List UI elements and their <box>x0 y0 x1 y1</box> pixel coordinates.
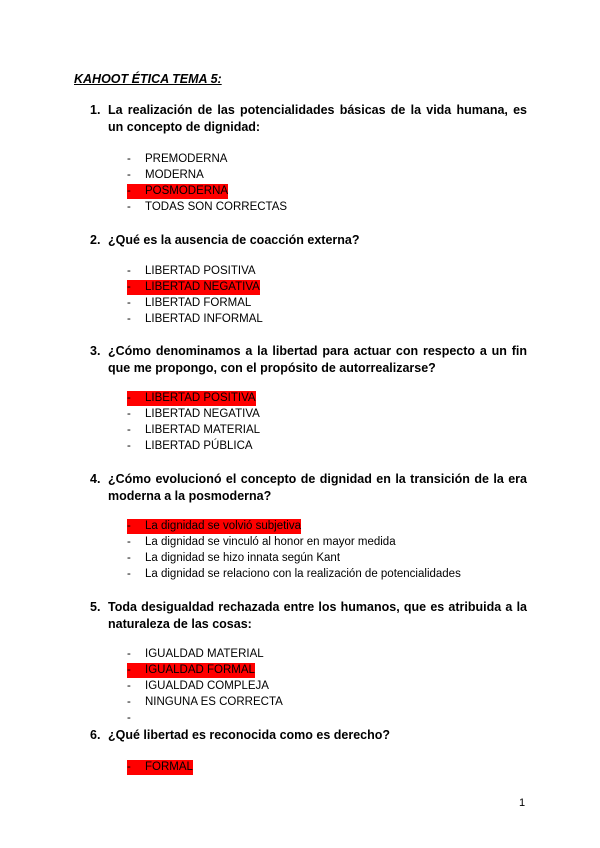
question-number: 3. <box>90 344 101 358</box>
list-bullet: - <box>127 424 131 436</box>
option-label: LIBERTAD FORMAL <box>145 297 252 309</box>
document-title: KAHOOT ÉTICA TEMA 5: <box>74 72 222 86</box>
option-label: TODAS SON CORRECTAS <box>145 201 288 213</box>
answer-option <box>127 695 283 710</box>
list-bullet: - <box>127 281 131 293</box>
question-number: 6. <box>90 728 101 742</box>
list-bullet: - <box>127 680 131 692</box>
answer-option <box>127 679 269 694</box>
option-label: La dignidad se vinculó al honor en mayor medida <box>145 536 396 548</box>
answer-option <box>127 407 260 422</box>
answer-option <box>127 152 227 167</box>
list-bullet: - <box>127 265 131 277</box>
option-label: POSMODERNA <box>145 185 229 197</box>
list-bullet: - <box>127 392 131 404</box>
option-label: La dignidad se volvió subjetiva <box>145 520 301 532</box>
list-bullet: - <box>127 664 131 676</box>
answer-option <box>127 567 461 582</box>
option-label: MODERNA <box>145 169 204 181</box>
page-number: 1 <box>519 797 526 809</box>
answer-option <box>127 200 287 215</box>
question-number: 4. <box>90 472 101 486</box>
option-label: LIBERTAD NEGATIVA <box>145 408 260 420</box>
question-number: 1. <box>90 103 101 117</box>
list-bullet: - <box>127 313 131 325</box>
answer-option <box>127 312 263 327</box>
list-bullet: - <box>127 297 131 309</box>
question-5 <box>90 599 527 633</box>
list-bullet: - <box>127 648 131 660</box>
question-2 <box>90 232 527 249</box>
option-label: NINGUNA ES CORRECTA <box>145 696 283 708</box>
answer-option <box>127 551 340 566</box>
question-1 <box>90 102 527 136</box>
answer-option-highlighted <box>127 760 193 775</box>
option-label: LIBERTAD MATERIAL <box>145 424 261 436</box>
answer-option-highlighted <box>127 663 255 678</box>
list-bullet: - <box>127 169 131 181</box>
option-label: LIBERTAD POSITIVA <box>145 392 256 404</box>
answer-option <box>127 296 251 311</box>
option-label: LIBERTAD POSITIVA <box>145 265 256 277</box>
question-text: La realización de las potencialidades básicas de la vida humana, es un concepto de dignidad: <box>108 103 527 134</box>
list-bullet: - <box>127 520 131 532</box>
option-label: La dignidad se relaciono con la realización de potencialidades <box>145 568 461 580</box>
option-label: FORMAL <box>145 761 193 773</box>
answer-option <box>127 647 264 662</box>
question-text: ¿Qué es la ausencia de coacción externa? <box>108 233 360 247</box>
option-label: LIBERTAD INFORMAL <box>145 313 263 325</box>
list-bullet: - <box>127 696 131 708</box>
question-number: 2. <box>90 233 101 247</box>
answer-option <box>127 535 396 550</box>
list-bullet: - <box>127 552 131 564</box>
question-text: Toda desigualdad rechazada entre los humanos, que es atribuida a la naturaleza de las cosas: <box>108 600 527 631</box>
option-label: IGUALDAD FORMAL <box>145 664 255 676</box>
question-4 <box>90 471 527 505</box>
list-bullet: - <box>127 440 131 452</box>
question-number: 5. <box>90 600 101 614</box>
answer-option-highlighted <box>127 519 301 534</box>
list-bullet: - <box>127 536 131 548</box>
list-bullet: - <box>127 712 131 724</box>
question-3 <box>90 343 527 377</box>
option-label: LIBERTAD NEGATIVA <box>145 281 260 293</box>
list-bullet: - <box>127 408 131 420</box>
question-text: ¿Cómo denominamos a la libertad para actuar con respecto a un fin que me propongo, con el propósito de autorrealizarse? <box>108 344 527 375</box>
list-bullet: - <box>127 185 131 197</box>
list-bullet: - <box>127 568 131 580</box>
answer-option <box>127 264 256 279</box>
answer-option <box>127 168 204 183</box>
answer-option <box>127 711 145 726</box>
question-6 <box>90 727 527 744</box>
answer-option-highlighted <box>127 184 228 199</box>
list-bullet: - <box>127 153 131 165</box>
question-text: ¿Qué libertad es reconocida como es derecho? <box>108 728 391 742</box>
answer-option <box>127 439 253 454</box>
answer-option-highlighted <box>127 280 260 295</box>
option-label: La dignidad se hizo innata según Kant <box>145 552 341 564</box>
question-text: ¿Cómo evolucionó el concepto de dignidad en la transición de la era moderna a la posmoderna? <box>108 472 527 503</box>
list-bullet: - <box>127 761 131 773</box>
option-label: IGUALDAD COMPLEJA <box>145 680 269 692</box>
answer-option <box>127 423 260 438</box>
option-label: PREMODERNA <box>145 153 228 165</box>
answer-option-highlighted <box>127 391 256 406</box>
option-label: LIBERTAD PÚBLICA <box>145 440 253 452</box>
list-bullet: - <box>127 201 131 213</box>
option-label: IGUALDAD MATERIAL <box>145 648 264 660</box>
